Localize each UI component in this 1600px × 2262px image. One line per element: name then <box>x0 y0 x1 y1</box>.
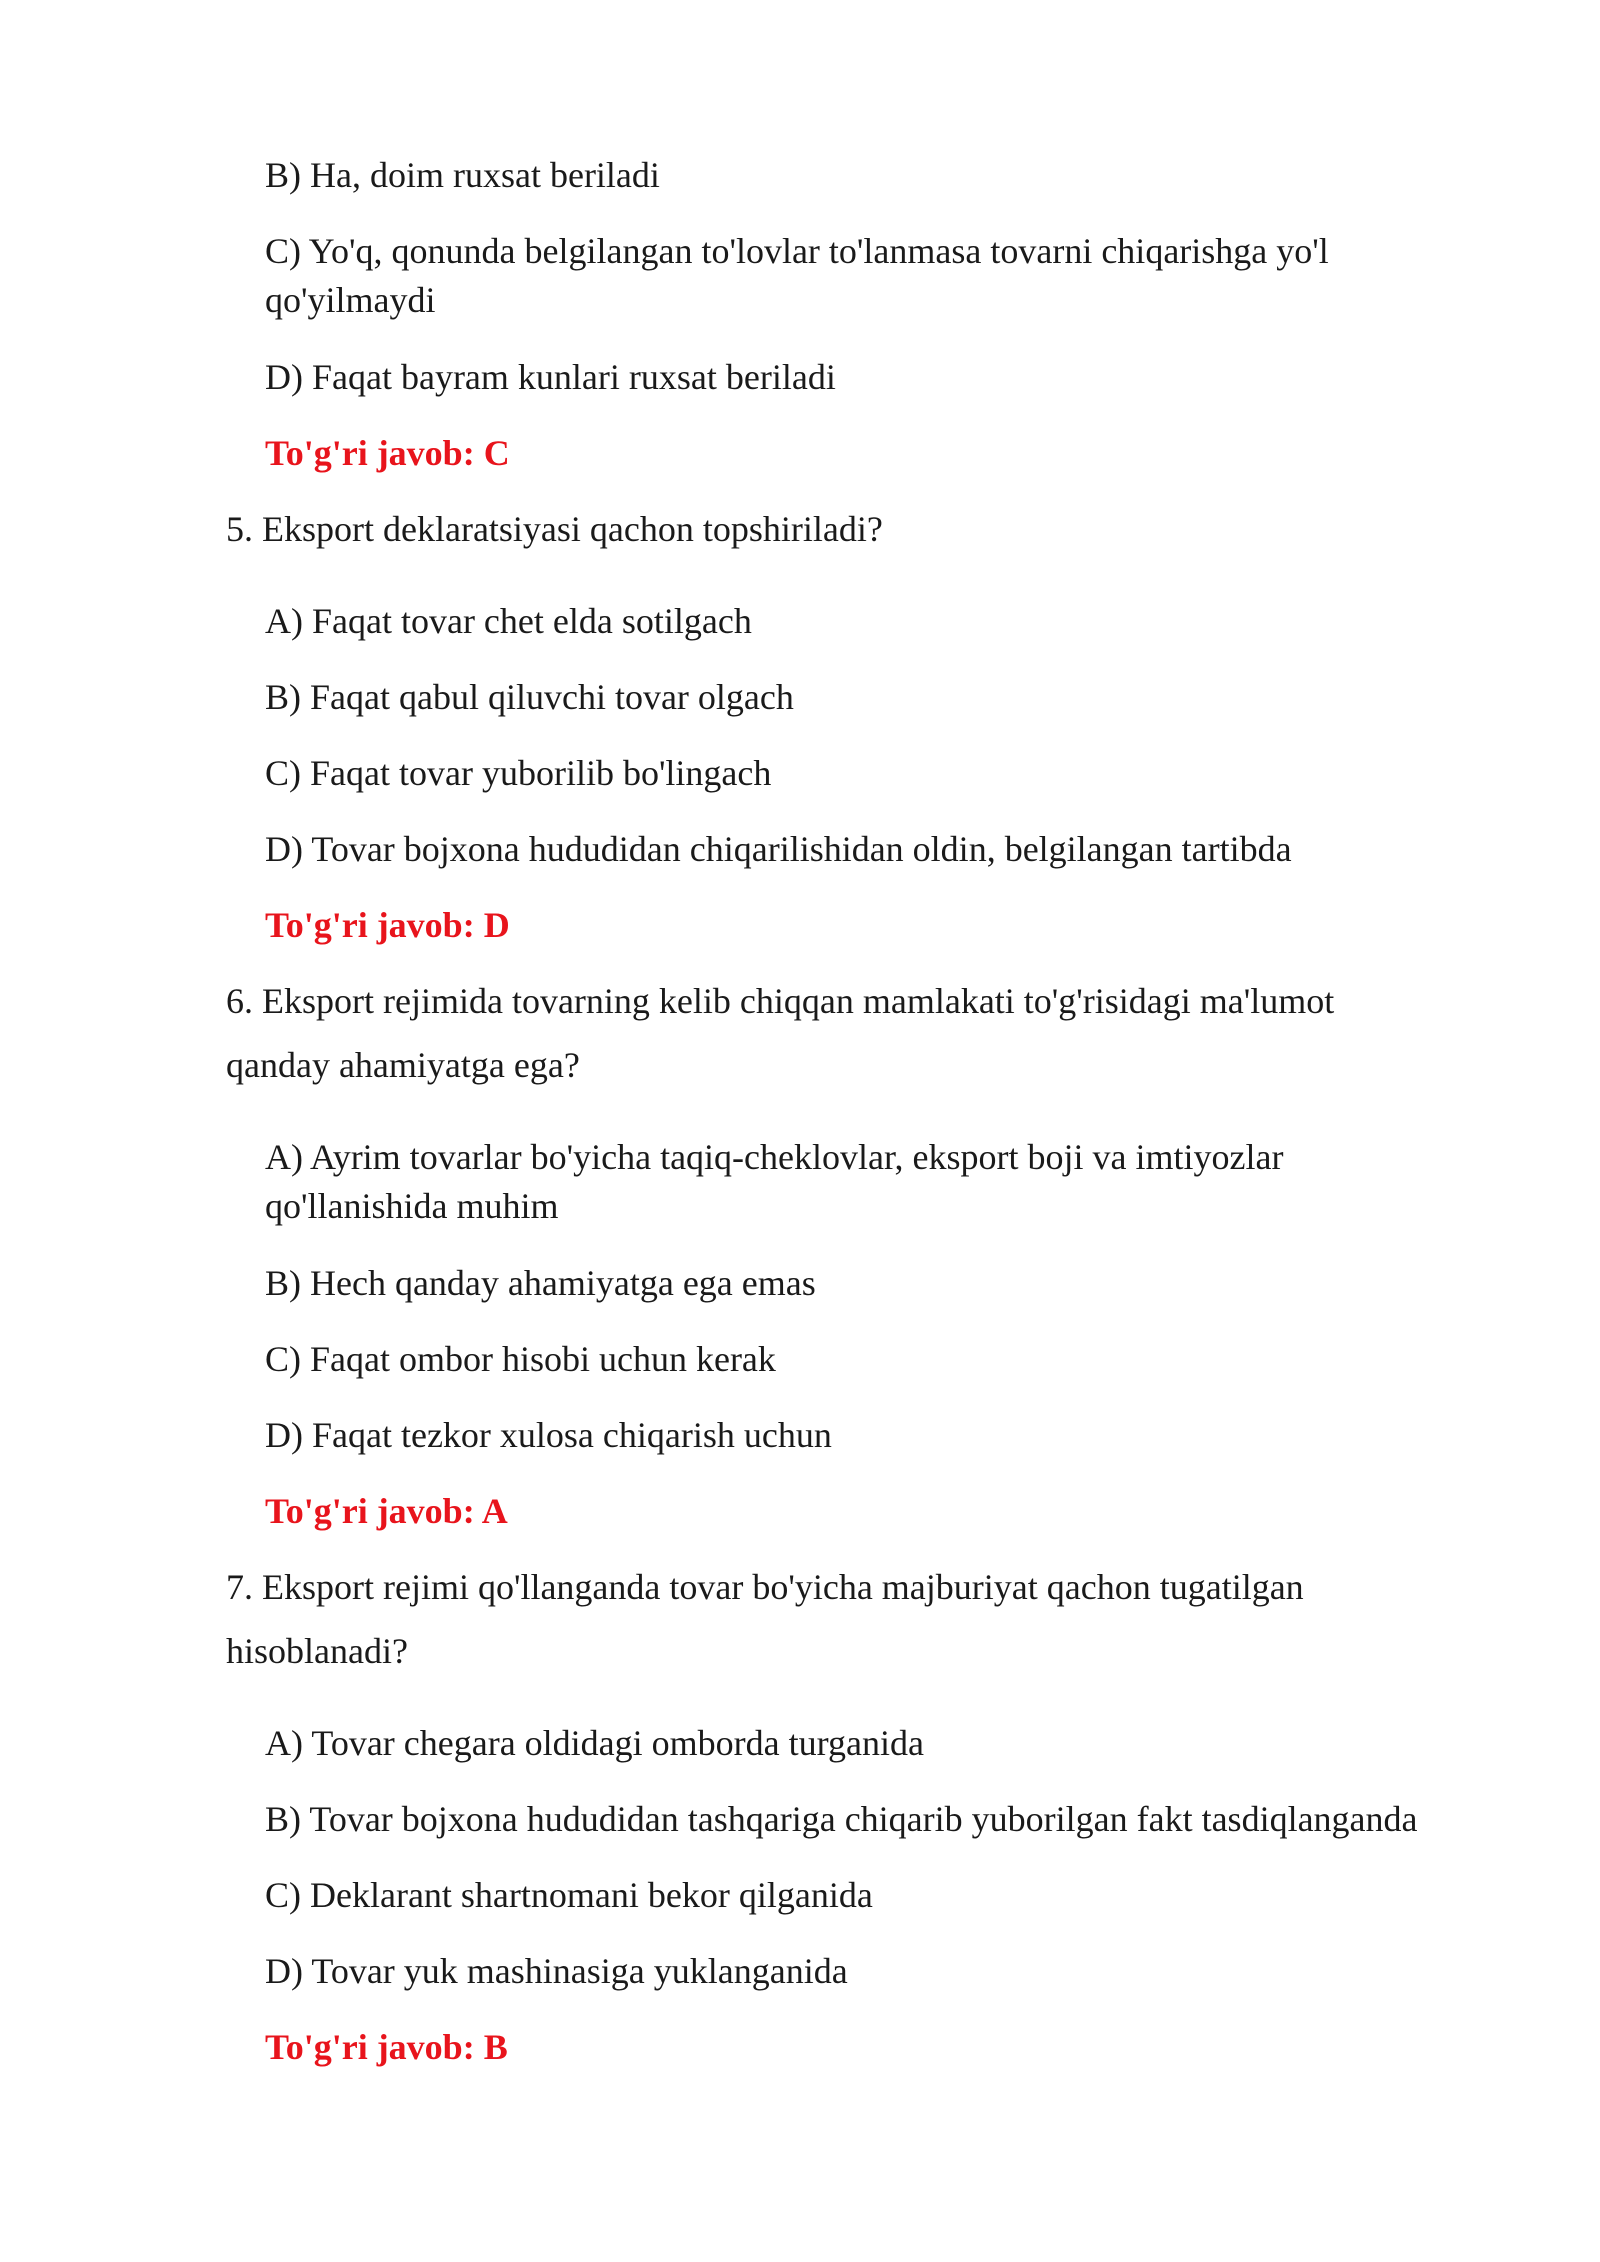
q6-option-b: B) Hech qanday ahamiyatga ega emas <box>265 1263 816 1303</box>
q4-option-c-line2: qo'yilmaydi <box>265 280 436 320</box>
q6-option-a-line2: qo'llanishida muhim <box>265 1186 559 1226</box>
q6-option-a-line1: A) Ayrim tovarlar bo'yicha taqiq-cheklovlar, eksport boji va imtiyozlar <box>265 1137 1284 1177</box>
q6-option-d: D) Faqat tezkor xulosa chiqarish uchun <box>265 1415 832 1455</box>
q7-question-line2: hisoblanadi? <box>226 1631 408 1671</box>
q4-option-c-line1: C) Yo'q, qonunda belgilangan to'lovlar to'lanmasa tovarni chiqarishga yo'l <box>265 231 1329 271</box>
q6-option-c: C) Faqat ombor hisobi uchun kerak <box>265 1339 776 1379</box>
q7-option-b: B) Tovar bojxona hududidan tashqariga chiqarib yuborilgan fakt tasdiqlanganda <box>265 1799 1418 1839</box>
q5-question: 5. Eksport deklaratsiyasi qachon topshiriladi? <box>226 509 883 549</box>
q5-option-d: D) Tovar bojxona hududidan chiqarilishidan oldin, belgilangan tartibda <box>265 829 1292 869</box>
q6-question-line1: 6. Eksport rejimida tovarning kelib chiqqan mamlakati to'g'risidagi ma'lumot <box>226 981 1335 1021</box>
q5-option-b: B) Faqat qabul qiluvchi tovar olgach <box>265 677 794 717</box>
q6-question-line2: qanday ahamiyatga ega? <box>226 1045 580 1085</box>
q5-option-a: A) Faqat tovar chet elda sotilgach <box>265 601 752 641</box>
q6-correct-answer: To'g'ri javob: A <box>265 1491 508 1531</box>
q7-correct-answer: To'g'ri javob: B <box>265 2027 508 2067</box>
q7-question-line1: 7. Eksport rejimi qo'llanganda tovar bo'yicha majburiyat qachon tugatilgan <box>226 1567 1304 1607</box>
q4-option-b: B) Ha, doim ruxsat beriladi <box>265 155 660 195</box>
q5-correct-answer: To'g'ri javob: D <box>265 905 510 945</box>
q7-option-c: C) Deklarant shartnomani bekor qilganida <box>265 1875 873 1915</box>
q4-option-d: D) Faqat bayram kunlari ruxsat beriladi <box>265 357 836 397</box>
q5-option-c: C) Faqat tovar yuborilib bo'lingach <box>265 753 772 793</box>
q4-correct-answer: To'g'ri javob: C <box>265 433 510 473</box>
q7-option-d: D) Tovar yuk mashinasiga yuklanganida <box>265 1951 848 1991</box>
q7-option-a: A) Tovar chegara oldidagi omborda turganida <box>265 1723 924 1763</box>
